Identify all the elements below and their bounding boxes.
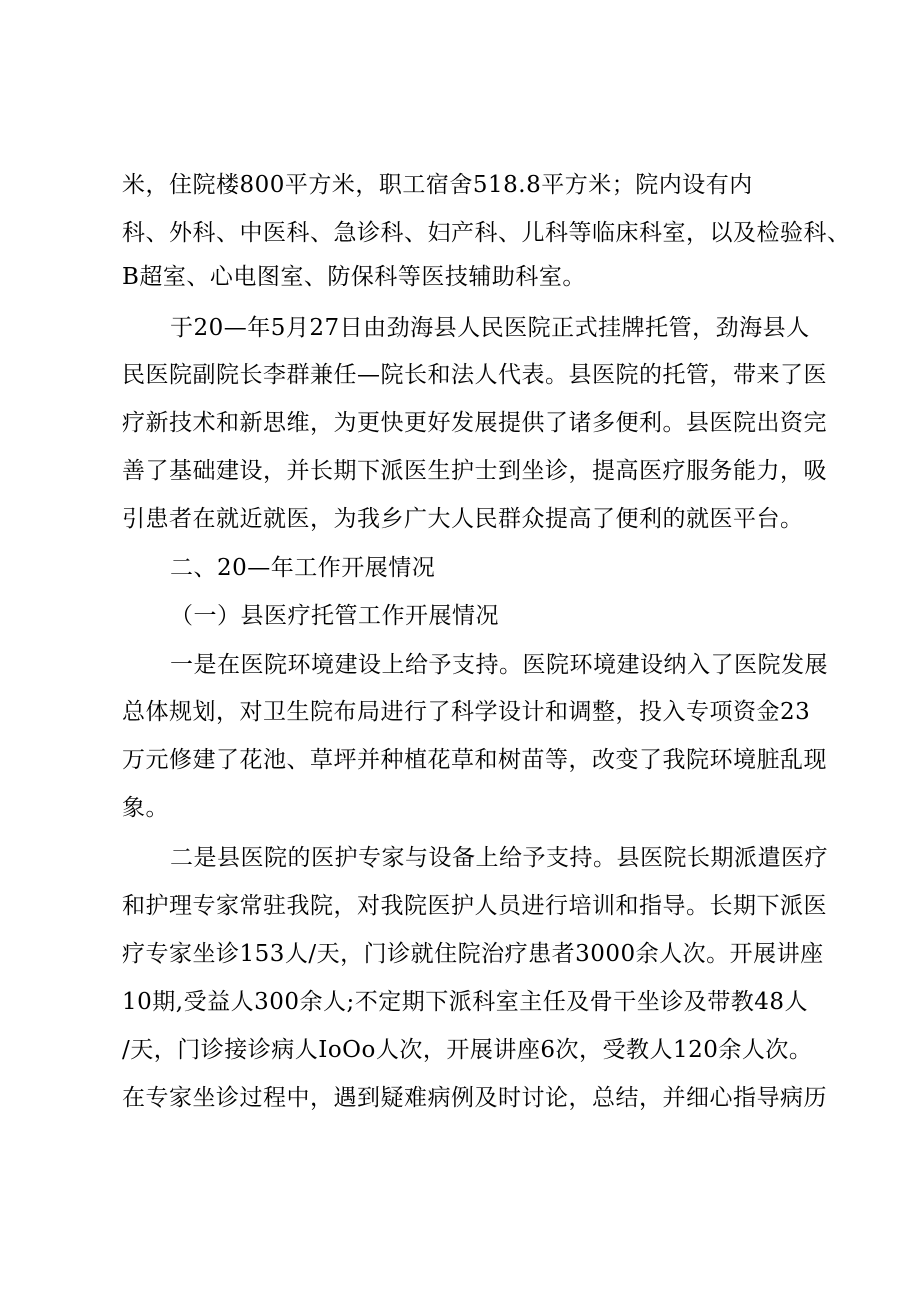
text-line: 总体规划，对卫生院布局进行了科学设计和调整，投入专项资金23 (122, 699, 811, 725)
text-line: 于20—年5月27日由劲海县人民医院正式挂牌托管，劲海县人 (170, 315, 810, 341)
text-line: 引患者在就近就医，为我乡广大人民群众提高了便利的就医平台。 (122, 506, 804, 532)
text-line: 疗专家坐诊153人/天，门诊就住院治疗患者3000余人次。开展讲座 (122, 941, 824, 967)
section-heading: 二、20—年工作开展情况 (170, 555, 436, 581)
text-line: 和护理专家常驻我院，对我院医护人员进行培训和指导。长期下派医 (122, 893, 827, 919)
text-line: 万元修建了花池、草坪并种植花草和树苗等，改变了我院环境脏乱现 (122, 747, 827, 773)
text-line: 疗新技术和新思维，为更快更好发展提供了诸多便利。县医院出资完 (122, 410, 827, 436)
text-line: B超室、心电图室、防保科等医技辅助科室。 (122, 264, 586, 290)
text-line: 米，住院楼800平方米，职工宿舍518.8平方米；院内设有内 (122, 172, 753, 198)
text-line: 二是县医院的医护专家与设备上给予支持。县医院长期派遣医疗 (170, 845, 828, 871)
text-line: 象。 (122, 795, 169, 821)
text-line: 10期,受益人300余人;不定期下派科室主任及骨干坐诊及带教48人 (122, 989, 808, 1015)
text-line: 科、外科、中医科、急诊科、妇产科、儿科等临床科室，以及检验科、 (122, 220, 851, 246)
subsection-heading: （一）县医疗托管工作开展情况 (170, 603, 499, 629)
text-line: 善了基础建设，并长期下派医生护士到坐诊，提高医疗服务能力，吸 (122, 458, 827, 484)
text-line: 民医院副院长李群兼任—院长和法人代表。县医院的托管，带来了医 (122, 362, 827, 388)
text-line: 一是在医院环境建设上给予支持。医院环境建设纳入了医院发展 (170, 652, 828, 678)
text-line: 在专家坐诊过程中，遇到疑难病例及时讨论，总结，并细心指导病历 (122, 1085, 827, 1111)
text-line: /天，门诊接诊病人IoOo人次，开展讲座6次，受教人120余人次。 (122, 1037, 813, 1063)
